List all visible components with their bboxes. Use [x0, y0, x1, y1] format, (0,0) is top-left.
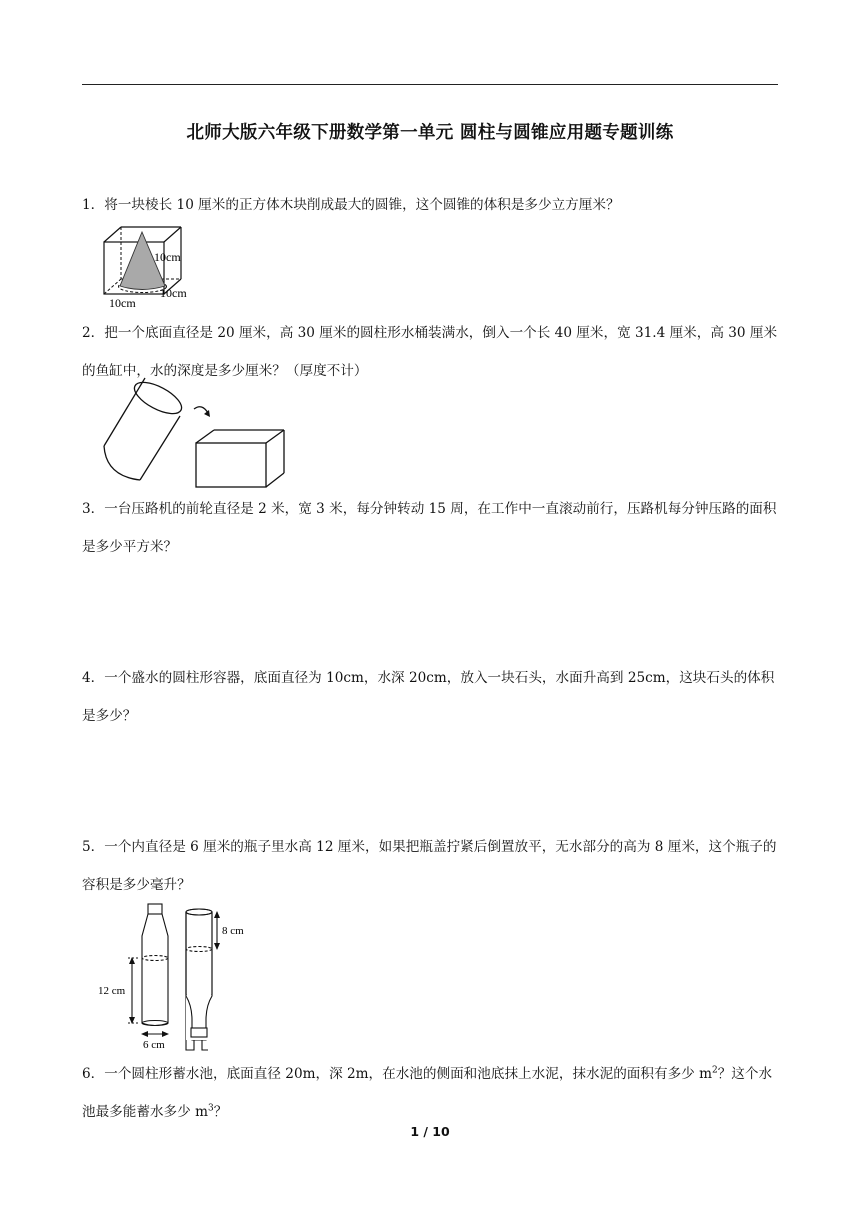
question-6 — [82, 1055, 782, 1131]
question-number: 4． — [82, 670, 105, 686]
question-text: 一个内直径是 6 厘米的瓶子里水高 12 厘米，如果把瓶盖拧紧后倒置放平，无水部分的高为 8 厘米，这个瓶子的容积是多少毫升？ — [82, 839, 777, 893]
question-text: 一个盛水的圆柱形容器，底面直径为 10cm，水深 20cm，放入一块石头，水面升高到 25cm，这块石头的体积是多少？ — [82, 670, 775, 724]
question-text-part-b: ？这个水池最多能蓄水多少 m — [82, 1066, 773, 1120]
question-1 — [82, 186, 782, 224]
question-text: 一台压路机的前轮直径是 2 米，宽 3 米，每分钟转动 15 周，在工作中一直滚动前行，压路机每分钟压路的面积是多少平方米？ — [82, 501, 777, 555]
question-text-part-a: 一个圆柱形蓄水池，底面直径 20m，深 2m，在水池的侧面和池底抹上水泥，抹水泥的面积有多少 m — [104, 1066, 712, 1082]
document-title: 北师大版六年级下册数学第一单元 圆柱与圆锥应用题专题训练 — [186, 123, 674, 143]
question-5 — [82, 828, 782, 904]
bottles-figure — [98, 900, 258, 1052]
question-number: 6． — [82, 1066, 105, 1082]
question-text-part-c: ？ — [213, 1104, 228, 1120]
cube-cone-figure — [96, 222, 206, 310]
cubed-superscript: 3 — [207, 1103, 214, 1114]
bucket-tank-figure — [98, 376, 288, 492]
cube-width-label: 10cm — [109, 296, 136, 310]
page-indicator: 1 / 10 — [410, 1124, 450, 1139]
air-height-label: 8 cm — [222, 925, 244, 937]
header-rule — [82, 84, 778, 85]
question-3 — [82, 490, 782, 566]
water-height-label: 12 cm — [98, 985, 126, 997]
question-number: 5． — [82, 839, 105, 855]
diameter-label: 6 cm — [143, 1039, 165, 1051]
cube-height-label: 10cm — [154, 250, 181, 264]
question-text: 将一块棱长 10 厘米的正方体木块削成最大的圆锥，这个圆锥的体积是多少立方厘米？ — [104, 197, 620, 213]
question-text: 把一个底面直径是 20 厘米，高 30 厘米的圆柱形水桶装满水，倒入一个长 40 厘米，宽 31.4 厘米，高 30 厘米的鱼缸中，水的深度是多少厘米？（厚度不计） — [82, 325, 778, 379]
cube-depth-label: 10cm — [160, 286, 187, 300]
question-number: 3． — [82, 501, 105, 517]
question-number: 2． — [82, 325, 105, 341]
question-number: 1． — [82, 197, 105, 213]
question-4 — [82, 659, 782, 735]
squared-superscript: 2 — [711, 1065, 718, 1076]
